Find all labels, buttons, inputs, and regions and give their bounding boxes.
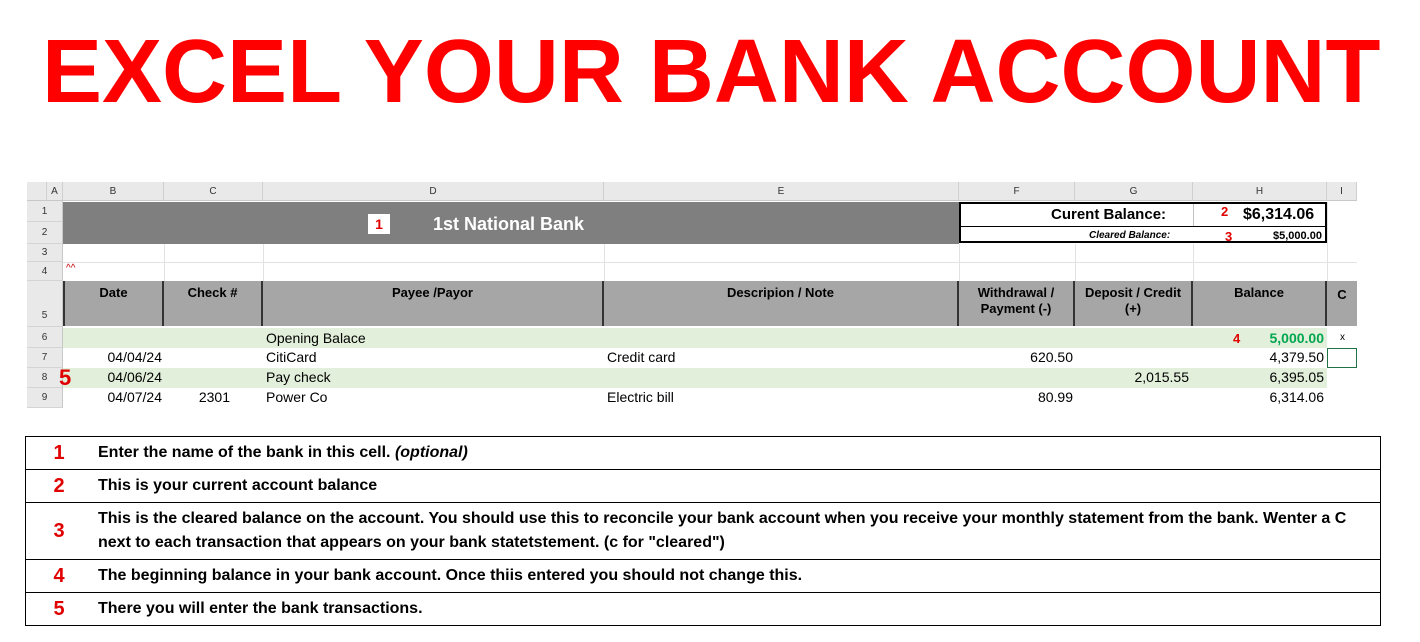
column-header-i[interactable]: I xyxy=(1327,182,1357,201)
row-header-7[interactable]: 7 xyxy=(27,348,63,368)
header-payee: Payee /Payor xyxy=(263,281,604,326)
legend-text: This is your current account balance xyxy=(92,470,1381,503)
spreadsheet xyxy=(27,182,1357,408)
txn-description[interactable]: Credit card xyxy=(607,349,676,365)
txn-date[interactable]: 04/06/24 xyxy=(107,369,162,385)
row-header-5[interactable]: 5 xyxy=(27,281,63,327)
row-header-4[interactable]: 4 xyxy=(27,262,63,281)
row4-mark: ^^ xyxy=(66,263,76,274)
legend-row xyxy=(26,437,1381,470)
opening-cleared[interactable]: x xyxy=(1340,332,1345,343)
cleared-balance-value[interactable]: $5,000.00 xyxy=(1273,230,1322,242)
txn-date[interactable]: 04/07/24 xyxy=(107,389,162,405)
marker-1: 1 xyxy=(368,214,390,234)
opening-balance[interactable]: 5,000.00 xyxy=(1269,330,1324,346)
legend-text: This is the cleared balance on the account. You should use this to reconcile your bank account when you receive your monthly statement from the bank. Wenter a C next to each transaction that appears on your bank statetstement. (c for "cleared") xyxy=(92,503,1381,560)
legend-number: 5 xyxy=(26,593,93,626)
header-description: Descripion / Note xyxy=(604,281,959,326)
legend-number: 4 xyxy=(26,560,93,593)
txn-payee[interactable]: Power Co xyxy=(266,389,328,405)
txn-balance[interactable]: 6,314.06 xyxy=(1269,389,1324,405)
row-header-1[interactable]: 1 xyxy=(27,201,63,222)
opening-row xyxy=(63,328,1327,348)
row-header-9[interactable]: 9 xyxy=(27,388,63,408)
cleared-balance-label: Cleared Balance: xyxy=(1089,230,1171,241)
txn-balance[interactable]: 4,379.50 xyxy=(1269,349,1324,365)
column-header-d[interactable]: D xyxy=(263,182,604,201)
txn-withdrawal[interactable]: 80.99 xyxy=(1037,389,1073,405)
column-header-a[interactable]: A xyxy=(47,182,63,201)
active-cell-cleared[interactable] xyxy=(1327,348,1357,368)
legend-text: Enter the name of the bank in this cell. (optional) xyxy=(92,437,1381,470)
column-header-b[interactable]: B xyxy=(63,182,164,201)
header-balance: Balance xyxy=(1193,281,1327,326)
marker-5: 5 xyxy=(59,365,72,390)
txn-payee[interactable]: CitiCard xyxy=(266,349,317,365)
page-title: EXCEL YOUR BANK ACCOUNT xyxy=(42,22,1381,122)
txn-balance[interactable]: 6,395.05 xyxy=(1269,369,1324,385)
row-header-8[interactable]: 8 xyxy=(27,368,63,388)
marker-2: 2 xyxy=(1221,204,1229,219)
txn-payee[interactable]: Pay check xyxy=(266,369,331,385)
opening-label[interactable]: Opening Balace xyxy=(266,330,366,346)
marker-4: 4 xyxy=(1233,331,1241,346)
row-header-6[interactable]: 6 xyxy=(27,327,63,348)
legend-optional: (optional) xyxy=(394,444,468,461)
header-deposit: Deposit / Credit (+) xyxy=(1075,281,1193,326)
current-balance-value[interactable]: $6,314.06 xyxy=(1243,206,1315,223)
header-cleared: C xyxy=(1327,281,1357,326)
header-withdrawal: Withdrawal / Payment (-) xyxy=(959,281,1075,326)
select-all-corner[interactable] xyxy=(27,182,47,201)
txn-check[interactable]: 2301 xyxy=(198,389,230,405)
txn-deposit[interactable]: 2,015.55 xyxy=(1134,369,1189,385)
legend-number: 3 xyxy=(26,503,93,560)
column-header-h[interactable]: H xyxy=(1193,182,1327,201)
legend-number: 1 xyxy=(26,437,93,470)
header-check: Check # xyxy=(164,281,263,326)
txn-date[interactable]: 04/04/24 xyxy=(107,349,162,365)
current-balance-label: Curent Balance: xyxy=(1051,206,1167,223)
legend-row xyxy=(26,503,1381,560)
header-date: Date xyxy=(63,281,164,326)
legend-text: The beginning balance in your bank account. Once thiis entered you should not change this. xyxy=(92,560,1381,593)
legend-number: 2 xyxy=(26,470,93,503)
column-header-g[interactable]: G xyxy=(1075,182,1193,201)
legend-row xyxy=(26,593,1381,626)
legend-text: There you will enter the bank transactions. xyxy=(92,593,1381,626)
row-header-2[interactable]: 2 xyxy=(27,222,63,244)
legend-table xyxy=(25,436,1381,626)
txn-description[interactable]: Electric bill xyxy=(607,389,674,405)
column-header-e[interactable]: E xyxy=(604,182,959,201)
legend-row xyxy=(26,560,1381,593)
marker-3: 3 xyxy=(1225,229,1233,244)
bank-name: 1st National Bank xyxy=(433,214,585,234)
txn-withdrawal[interactable]: 620.50 xyxy=(1030,349,1073,365)
column-header-c[interactable]: C xyxy=(164,182,263,201)
legend-row xyxy=(26,470,1381,503)
column-header-f[interactable]: F xyxy=(959,182,1075,201)
row-header-3[interactable]: 3 xyxy=(27,244,63,262)
